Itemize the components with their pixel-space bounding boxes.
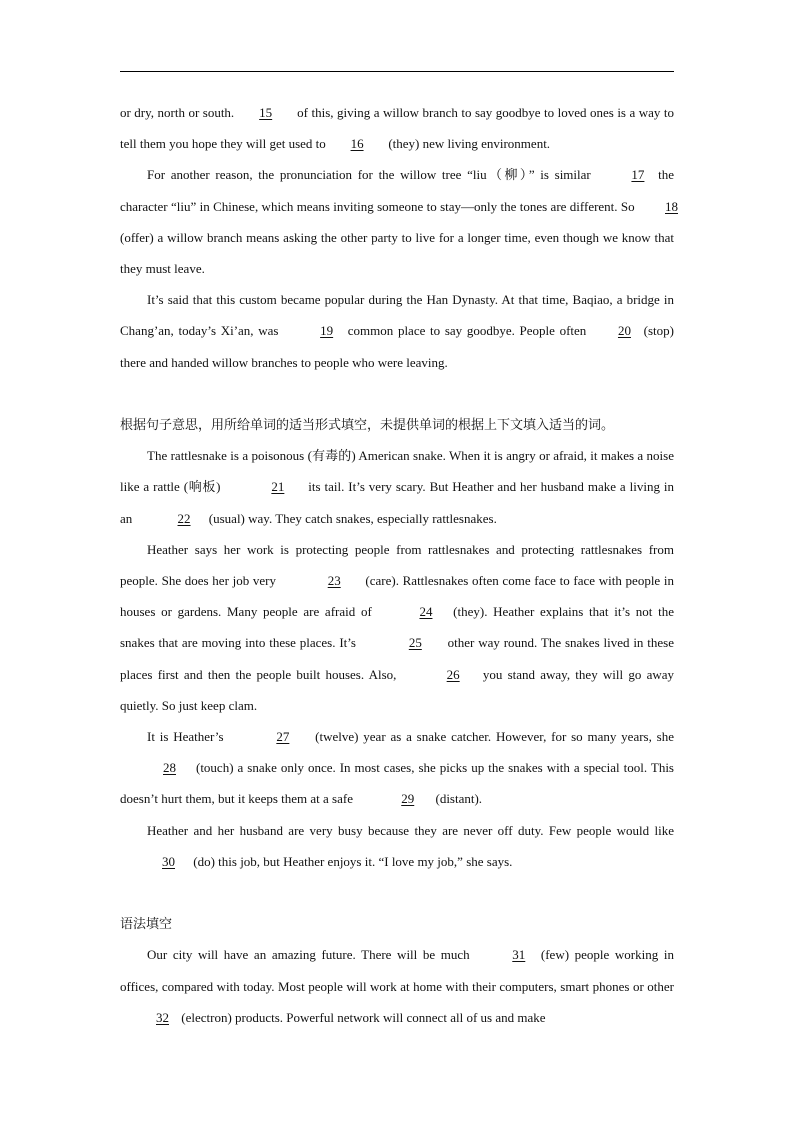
- blank-32[interactable]: 32: [156, 1009, 169, 1025]
- blank-17[interactable]: 17: [631, 167, 645, 183]
- blank-20[interactable]: 20: [617, 323, 631, 339]
- section-heading-word-forms: 根据句子意思，用所给单词的适当形式填空，未提供单词的根据上下文填入适当的词。: [120, 417, 615, 433]
- blank-19[interactable]: 19: [320, 323, 334, 339]
- paragraph-rattlesnake-work: Heather says her work is protecting people from rattlesnakes and protecting rattlesnakes from people. She does her job very 23 (care). Rattlesnakes often come face to face with people in houses or gardens. Many people are afraid of 24 (they). Heather explains that it’s not the snakes that are moving into these places. It’s 25 other way round. The snakes lived in these places first and then the people built houses. Also, 26 you stand away, they will go away quietly. So just keep clam.: [120, 541, 674, 713]
- blank-23[interactable]: 23: [327, 573, 341, 589]
- blank-25[interactable]: 25: [408, 635, 422, 651]
- blank-16[interactable]: 16: [350, 136, 364, 152]
- blank-28[interactable]: 28: [163, 760, 176, 776]
- blank-21[interactable]: 21: [271, 479, 285, 495]
- blank-26[interactable]: 26: [446, 666, 460, 682]
- blank-15[interactable]: 15: [259, 105, 273, 120]
- paragraph-willow-17-18: For another reason, the pronunciation for the willow tree “liu（柳）” is similar 17 the character “liu” in Chinese, which means inviting someone to stay—only the tones are different. So 18 (offer) a willow branch means asking the other party to live for a longer time, even though we know that they must leave.: [120, 159, 674, 284]
- document-body: [120, 97, 678, 1033]
- header-rule: [120, 71, 674, 72]
- blank-18[interactable]: 18: [665, 198, 678, 214]
- section-heading-grammar: 语法填空: [120, 916, 173, 932]
- paragraph-rattlesnake-intro: The rattlesnake is a poisonous (有毒的) American snake. When it is angry or afraid, it makes a noise like a rattle (响板) 21 its tail. It’s very scary. But Heather and her husband make a living in an 22 (usual) way. They catch snakes, especially rattlesnakes.: [120, 440, 674, 534]
- blank-30[interactable]: 30: [162, 853, 175, 869]
- paragraph-rattlesnake-years: It is Heather’s 27 (twelve) year as a snake catcher. However, for so many years, she 28 (touch) a snake only once. In most cases, she picks up the snakes with a special tool. This doesn’t hurt them, but it keeps them at a safe 29 (distant).: [120, 721, 674, 815]
- paragraph-rattlesnake-duty: Heather and her husband are very busy because they are never off duty. Few people would like 30 (do) this job, but Heather enjoys it. “I love my job,” she says.: [120, 815, 674, 877]
- blank-29[interactable]: 29: [401, 791, 415, 807]
- paragraph-future-city: Our city will have an amazing future. There will be much 31 (few) people working in offices, compared with today. Most people will work at home with their computers, smart phones or other 32 (electron) products. Powerful network will connect all of us and make: [120, 939, 674, 1033]
- blank-31[interactable]: 31: [512, 947, 526, 963]
- blank-24[interactable]: 24: [419, 604, 433, 620]
- blank-22[interactable]: 22: [177, 510, 191, 526]
- blank-27[interactable]: 27: [276, 729, 290, 745]
- paragraph-willow-19-20: It’s said that this custom became popular during the Han Dynasty. At that time, Baqiao, a bridge in Chang’an, today’s Xi’an, was 19 common place to say goodbye. People often 20 (stop) there and handed willow branches to people who were leaving.: [120, 292, 674, 370]
- paragraph-willow-15-16: or dry, north or south. 15 of this, giving a willow branch to say goodbye to loved ones is a way to tell them you hope they will get used to 16 (they) new living environment.: [120, 97, 674, 159]
